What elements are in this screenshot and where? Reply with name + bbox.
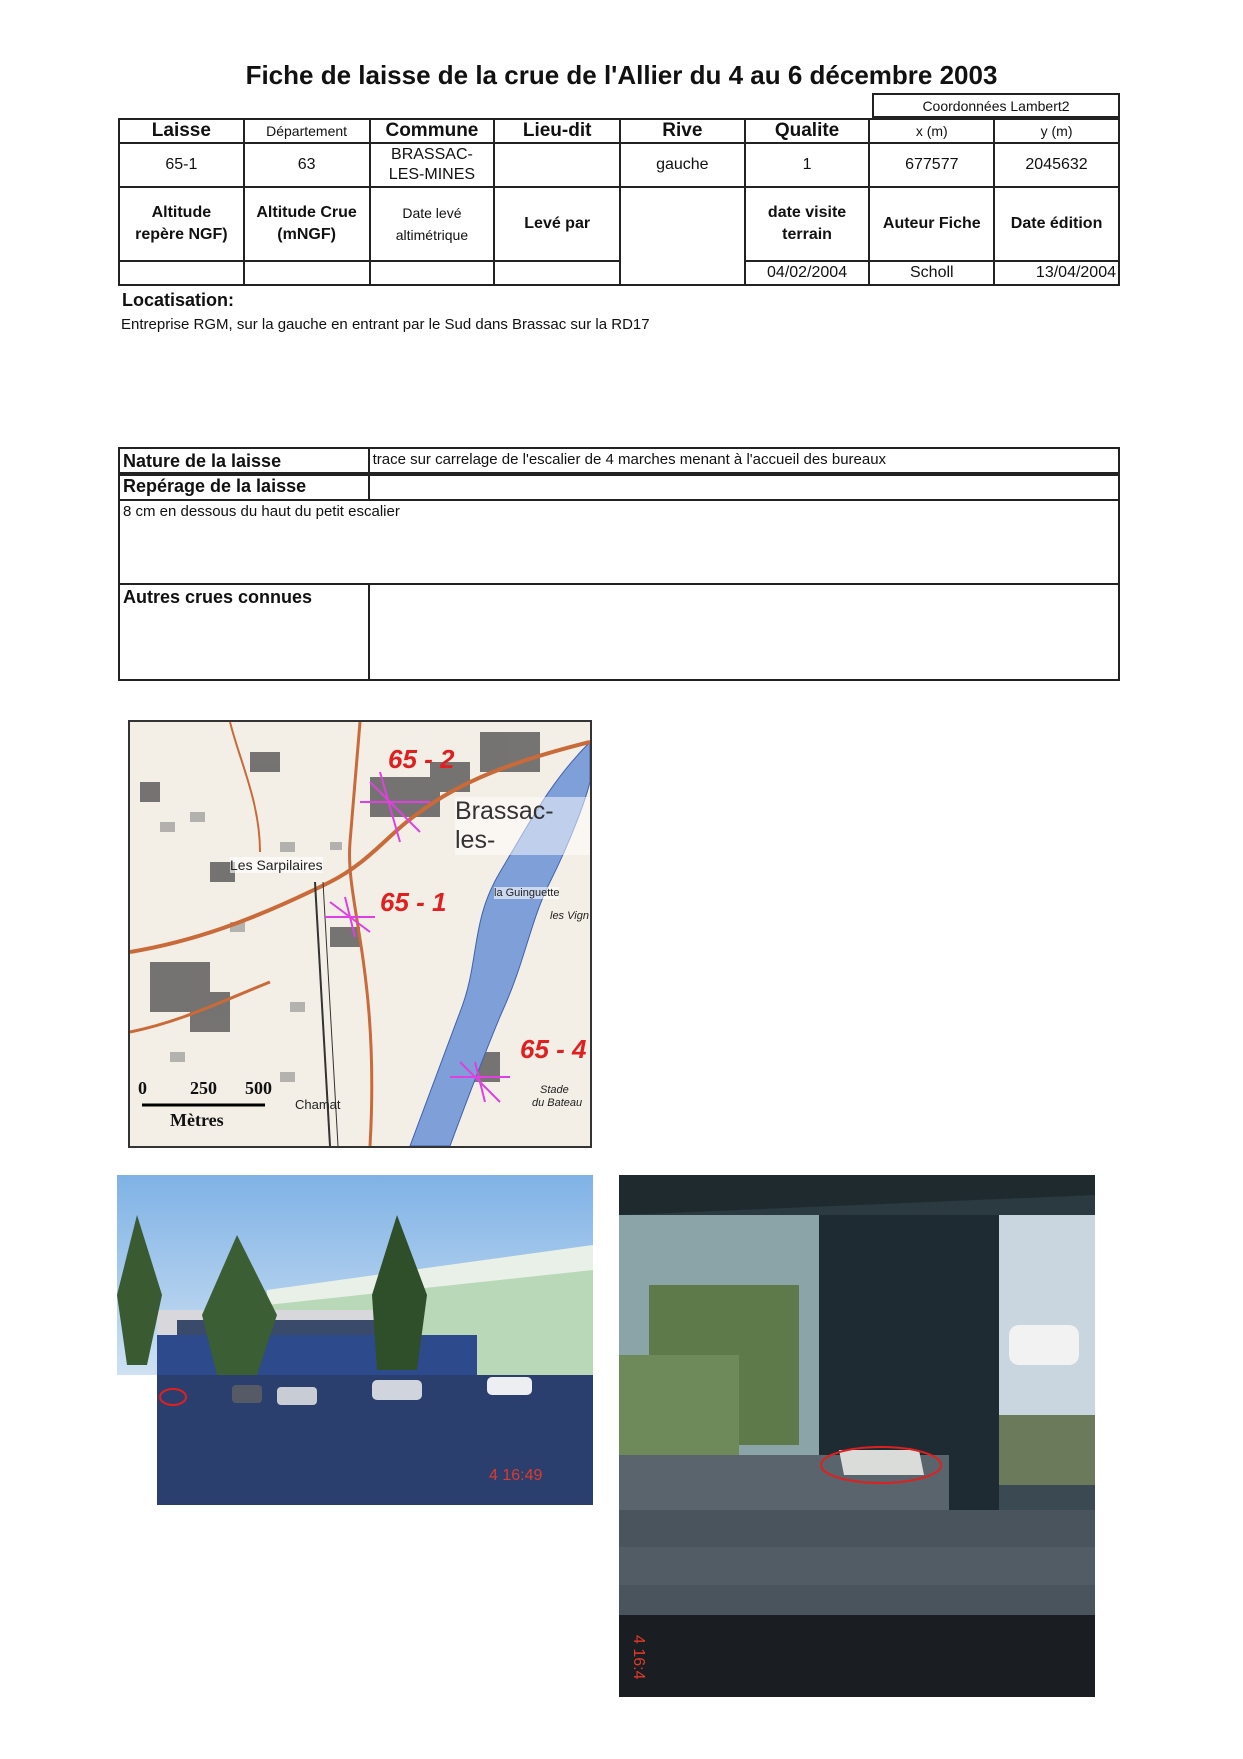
location-map bbox=[128, 720, 592, 1148]
auteur-header: Auteur Fiche bbox=[869, 187, 994, 261]
map-scale-250: 250 bbox=[190, 1078, 217, 1098]
date-leve-value bbox=[370, 261, 495, 285]
nature-label: Nature de la laisse bbox=[119, 448, 369, 475]
blank-cell bbox=[620, 187, 745, 285]
coords-header: Coordonnées Lambert2 bbox=[873, 94, 1119, 117]
commune-line-1: BRASSAC- bbox=[391, 146, 473, 163]
x-header: x (m) bbox=[869, 119, 994, 143]
date-leve-line-1: Date levé bbox=[402, 205, 462, 221]
photo-building-timestamp: 4 16:49 bbox=[489, 1467, 543, 1484]
leve-par-value bbox=[494, 261, 620, 285]
alt-repere-line-2: repère NGF) bbox=[135, 226, 228, 243]
alt-crue-line-2: (mNGF) bbox=[277, 226, 336, 243]
date-visite-value: 04/02/2004 bbox=[745, 261, 870, 285]
date-edition-value: 13/04/2004 bbox=[994, 261, 1119, 285]
map-place-sarpilaires: Les Sarpilaires bbox=[230, 857, 323, 873]
map-scale-500: 500 bbox=[245, 1078, 272, 1098]
qualite-header: Qualite bbox=[745, 119, 870, 143]
map-place-bateau: du Bateau bbox=[532, 1097, 583, 1109]
date-visite-line-2: terrain bbox=[782, 226, 832, 243]
autres-label: Autres crues connues bbox=[119, 584, 369, 680]
reperage-label: Repérage de la laisse bbox=[119, 473, 369, 500]
reperage-table bbox=[118, 472, 1120, 681]
date-leve-header bbox=[370, 187, 495, 261]
localisation-text: Entreprise RGM, sur la gauche en entrant par le Sud dans Brassac sur la RD17 bbox=[121, 316, 650, 333]
alt-crue-line-1: Altitude Crue bbox=[256, 204, 357, 221]
localisation-label: Locatisation: bbox=[122, 290, 235, 310]
photo-stairs-drawing bbox=[619, 1175, 1095, 1697]
alt-repere-line-1: Altitude bbox=[151, 204, 212, 221]
auteur-value: Scholl bbox=[869, 261, 994, 285]
map-scale-unit: Mètres bbox=[170, 1110, 224, 1130]
x-value: 677577 bbox=[869, 143, 994, 187]
map-marker-65-4: 65 - 4 bbox=[520, 1034, 587, 1064]
alt-crue-header bbox=[244, 187, 370, 261]
laisse-value: 65-1 bbox=[119, 143, 244, 187]
lieu-dit-header: Lieu-dit bbox=[494, 119, 620, 143]
reperage-text: 8 cm en dessous du haut du petit escalier bbox=[119, 500, 1119, 584]
map-place-vign: les Vign bbox=[550, 910, 589, 922]
departement-header: Département bbox=[244, 119, 370, 143]
alt-crue-value bbox=[244, 261, 370, 285]
alt-repere-value bbox=[119, 261, 244, 285]
reperage-value bbox=[369, 473, 1119, 500]
alt-repere-header bbox=[119, 187, 244, 261]
photo-building-drawing bbox=[117, 1175, 593, 1505]
rive-value: gauche bbox=[620, 143, 745, 187]
autres-value bbox=[369, 584, 1119, 680]
coords-header-table bbox=[872, 93, 1120, 118]
commune-header: Commune bbox=[370, 119, 495, 143]
map-marker-65-2: 65 - 2 bbox=[388, 744, 455, 774]
photo-stairs-timestamp: 4 16:4 bbox=[630, 1635, 647, 1680]
map-town-label: Brassac-les- bbox=[455, 797, 590, 855]
rive-header: Rive bbox=[620, 119, 745, 143]
map-marker-65-1: 65 - 1 bbox=[380, 887, 447, 917]
page-title: Fiche de laisse de la crue de l'Allier du 4 au 6 décembre 2003 bbox=[245, 60, 998, 90]
commune-line-2: LES-MINES bbox=[388, 166, 476, 183]
photo-stairs bbox=[619, 1175, 1095, 1697]
nature-value: trace sur carrelage de l'escalier de 4 marches menant à l'accueil des bureaux bbox=[369, 448, 1119, 475]
date-visite-header bbox=[745, 187, 870, 261]
map-place-guinguette: la Guinguette bbox=[494, 887, 560, 899]
laisse-header: Laisse bbox=[119, 119, 244, 143]
map-place-stade: Stade bbox=[540, 1084, 569, 1096]
qualite-value: 1 bbox=[745, 143, 870, 187]
date-visite-line-1: date visite bbox=[767, 204, 847, 221]
leve-par-header: Levé par bbox=[494, 187, 620, 261]
commune-value bbox=[370, 143, 495, 187]
y-value: 2045632 bbox=[994, 143, 1119, 187]
departement-value: 63 bbox=[244, 143, 370, 187]
date-leve-line-2: altimétrique bbox=[395, 227, 469, 243]
photo-building bbox=[117, 1175, 593, 1505]
lieu-dit-value bbox=[494, 143, 620, 187]
info-table bbox=[118, 118, 1120, 286]
date-edition-header: Date édition bbox=[994, 187, 1119, 261]
map-place-chamat: Chamat bbox=[295, 1097, 341, 1112]
map-scale-0: 0 bbox=[138, 1078, 147, 1098]
y-header: y (m) bbox=[994, 119, 1119, 143]
